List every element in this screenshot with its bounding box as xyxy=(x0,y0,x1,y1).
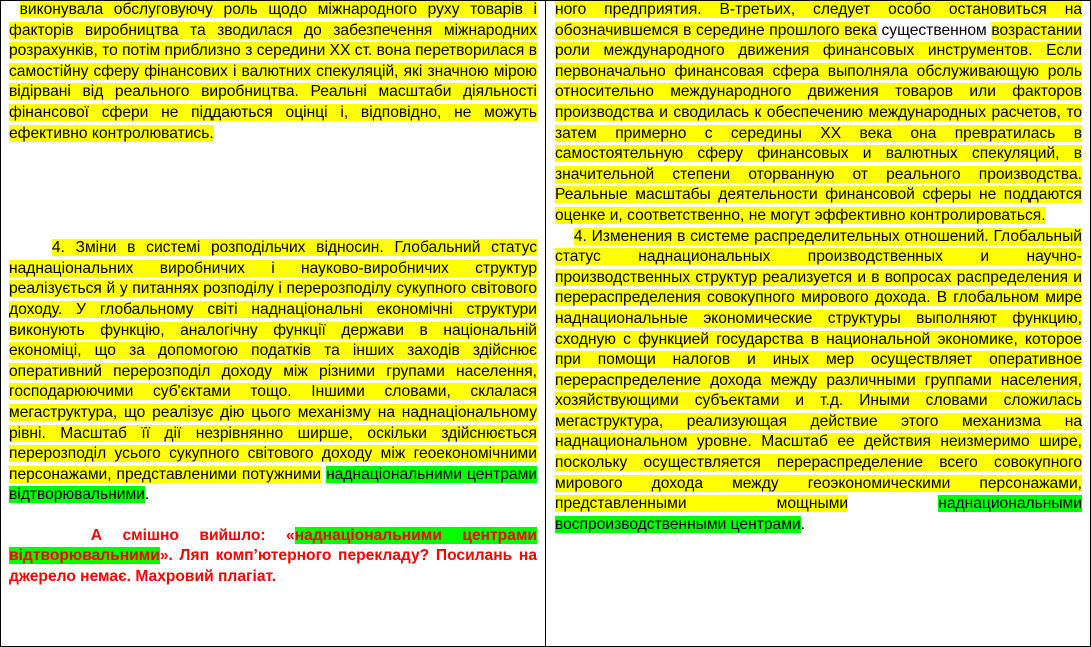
right-paragraph-1-text-a: ного предприятия. В-третьих, следует особо остановиться на обозначившемся в середине прошлого века xyxy=(555,1,1082,39)
right-paragraph-2-end: . xyxy=(800,515,805,533)
right-paragraph-1-unhighlighted: существенном xyxy=(881,21,987,39)
left-paragraph-2-green-highlight: наднаціональними центрами відтворювальними xyxy=(9,465,537,504)
left-paragraph-2-end: . xyxy=(144,486,150,504)
right-paragraph-2-green-highlight: наднациональными воспроизводственными центрами xyxy=(555,495,1082,533)
reviewer-note-green-highlight: наднаціональними центрами відтворювальними xyxy=(9,526,537,565)
left-paragraph-2 xyxy=(9,238,537,506)
left-paragraph-2-text: 4. Зміни в системі розподільчих відносин. Глобальний статус наднаціональних виробничих і науково-виробничих структур реалізується й у питаннях розподілу і перерозподілу сукупного світового доходу. У глобальному світі наднаціональні економічні структури виконують функцію, аналогічну функції держави в національній економіці, що за допомогою податків та інших заходів здійснює оперативний перерозподіл доходу між різними групами населення, господарюючими суб'єктами тощо. Іншими словами, склалася мегаструктура, що реалізує дію цього механізму на наднаціональному рівні. Масштаб її дії незрівнянно ширше, оскільки здійснюється перерозподіл усього сукупного світового доходу між геоекономічними персонажами, представленими потужними xyxy=(9,239,537,483)
left-paragraph-1 xyxy=(9,0,537,144)
column-divider xyxy=(545,0,546,647)
russian-column xyxy=(555,0,1082,645)
reviewer-note-prefix: А смішно вийшло: « xyxy=(90,526,295,544)
reviewer-note-rest: ». Ляп комп’ютерного перекладу? Посилань на джерело немає. Махровий плагіат. xyxy=(9,547,537,586)
reviewer-note xyxy=(9,526,537,588)
left-paragraph-1-text: виконувала обслуговуючу роль щодо міжнародного руху товарів і факторів виробництва та зводилася до забезпечення міжнародних розрахунків, то потім приблизно з середини XX ст. вона перетворилася в самостійну сферу фінансових і валютних спекуляцій, які значною мірою відірвані від реального виробництва. Реальні масштаби діяльності фінансової сфери не піддаються оцінці і, відповідно, не можуть ефективно контролюватись. xyxy=(9,1,537,142)
right-paragraph-1 xyxy=(555,0,1082,227)
ukrainian-column xyxy=(9,0,537,645)
right-paragraph-2 xyxy=(555,227,1082,536)
right-paragraph-2-text: 4. Изменения в системе распределительных отношений. Глобальный статус наднациональных производственных и научно-производственных структур реализуется и в вопросах распределения и перераспределения совокупного мирового дохода. В глобальном мире наднациональные экономические структуры выполняют функцию, сходную с функцией государства в национальной экономике, которое при помощи налогов и иных мер осуществляет оперативное перераспределение дохода между различными группами населения, хозяйствующими субъектами и т.д. Иными словами сложилась мегаструктура, реализующая действие этого механизма на наднациональном уровне. Масштаб ее действия неизмеримо шире, поскольку осуществляется перераспределение всего совокупного мирового дохода между геоэкономическими персонажами, представленными мощными xyxy=(555,227,1082,513)
right-paragraph-1-text-b: возрастании роли международного движения финансовых инструментов. Если первоначально финансовая сфера выполняла обслуживающую роль относительно международного движения товаров или факторов производства и сводилась к обеспечению международных расчетов, то затем примерно с середины XX века она превратилась в самостоятельную сферу финансовых и валютных спекуляций, в значительной степени оторванную от реального производства. Реальные масштабы деятельности финансовой сферы не поддаются оценке и, соответственно, не могут эффективно контролироваться. xyxy=(555,21,1082,224)
